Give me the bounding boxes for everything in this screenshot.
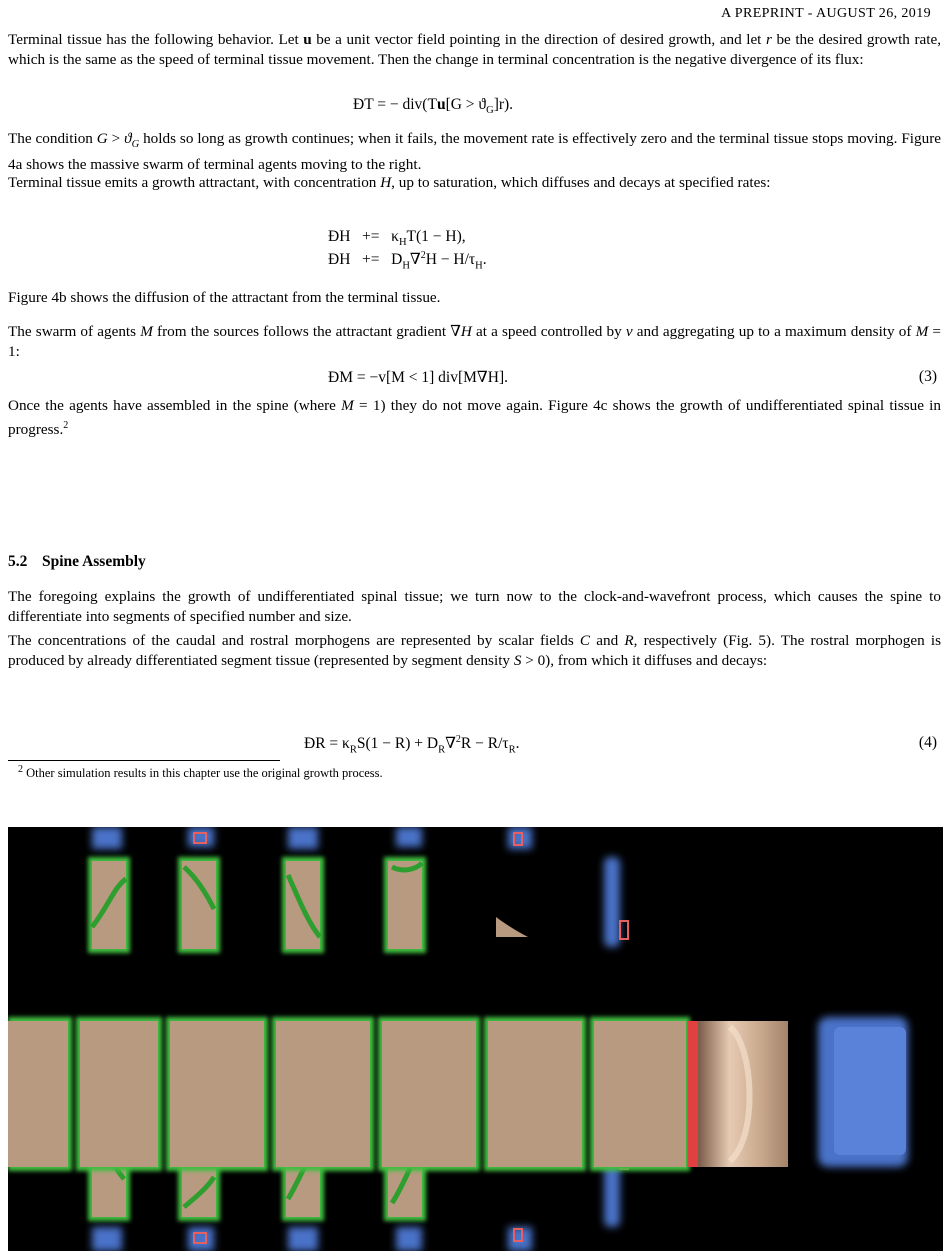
paragraph-swarm: The swarm of agents M from the sources follows the attractant gradient ∇H at a speed controlled by v and aggregating up to a maximum density of M = 1: xyxy=(8,323,941,360)
paragraph-foregoing: The foregoing explains the growth of undifferentiated spinal tissue; we turn now to the clock-and-wavefront process, which causes the spine to differentiate into segments of specified number and size. xyxy=(8,588,941,625)
paragraph-assembled: Once the agents have assembled in the spine (where M = 1) they do not move again. Figure 4c shows the growth of undifferentiated spinal tissue in progress.$^2$ xyxy=(8,397,941,439)
paragraph-morphogens: The concentrations of the caudal and rostral morphogens are represented by scalar fields C and R, respectively (Fig. 5). The rostral morphogen is produced by already differentiated segment tissue (represented by segment density S > 0), from which it diffuses and decays: xyxy=(8,632,941,669)
processes-top xyxy=(88,857,528,953)
footnote-rule xyxy=(8,760,280,761)
footnote: $^2$ Other simulation results in this chapter use the original growth process. xyxy=(18,764,383,781)
paragraph-growth-condition: The condition $G > ϑ_G$ holds so long as growth continues; when it fails, the movement rate is effectively zero and the terminal tissue stops moving. Figure 4a shows the massive swarm of terminal agents moving to the right. xyxy=(8,130,941,174)
blue-blob xyxy=(396,1227,422,1251)
red-wavefront xyxy=(688,1021,698,1167)
equation-number-4: (4) xyxy=(918,734,937,751)
blue-blob xyxy=(188,1227,214,1251)
spine xyxy=(8,1017,788,1171)
blue-blob xyxy=(604,857,620,947)
running-header: A PREPRINT - AUGUST 26, 2019 xyxy=(721,6,931,21)
spine-segment xyxy=(382,1021,476,1167)
blue-blob xyxy=(396,827,422,847)
spine-segment xyxy=(276,1021,370,1167)
blue-blob xyxy=(288,1227,318,1251)
blue-blob xyxy=(288,827,318,849)
spine-segment xyxy=(170,1021,264,1167)
blue-attractant xyxy=(834,1027,906,1155)
spine-segment xyxy=(488,1021,582,1167)
paragraph-attractant: Terminal tissue emits a growth attractant, with concentration H, up to saturation, which diffuses and decays at specified rates: xyxy=(8,174,771,191)
spine-segment xyxy=(594,1021,686,1167)
equation-number-3: (3) xyxy=(918,368,937,385)
simulation-figure xyxy=(8,827,943,1251)
process xyxy=(388,861,422,949)
blue-blob xyxy=(92,827,122,849)
process-partial xyxy=(496,917,528,937)
blue-blob xyxy=(508,1227,532,1251)
spine-segment xyxy=(80,1021,158,1167)
red-marker xyxy=(620,921,628,939)
paragraph-fig4b: Figure 4b shows the diffusion of the attractant from the terminal tissue. xyxy=(8,289,441,306)
spine-segment xyxy=(8,1021,68,1167)
simulation-image xyxy=(8,827,943,1251)
section-heading: 5.2 Spine Assembly xyxy=(8,553,146,570)
blue-blob xyxy=(92,1227,122,1251)
paragraph-terminal-tissue: Terminal tissue has the following behavior. Let u be a unit vector field pointing in the direction of desired growth, and let r be the desired growth rate, which is the same as the speed of terminal tissue movement. Then the change in terminal concentration is the negative divergence of its flux: xyxy=(8,31,941,68)
